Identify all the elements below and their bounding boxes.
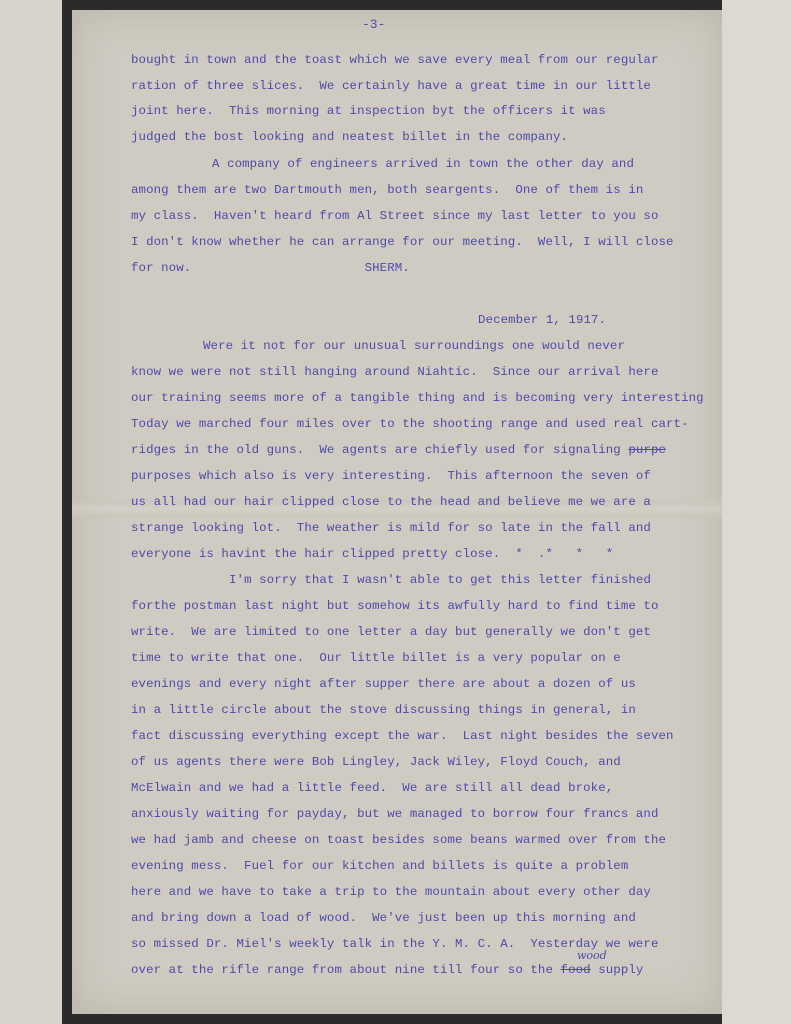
text-line-27: of us agents there were Bob Lingley, Jack Wiley, Floyd Couch, and bbox=[131, 755, 621, 769]
date-heading: December 1, 1917. bbox=[478, 313, 607, 327]
text-line-35 bbox=[131, 963, 643, 977]
text-line-35-main: over at the rifle range from about nine till four so the bbox=[131, 963, 561, 977]
text-line-34: so missed Dr. Miel's weekly talk in the Y. M. C. A. Yesterday we were bbox=[131, 937, 659, 951]
text-line-3: joint here. This morning at inspection byt the officers it was bbox=[131, 104, 606, 118]
text-line-26: fact discussing everything except the war. Last night besides the seven bbox=[131, 729, 674, 743]
text-line-25: in a little circle about the stove discussing things in general, in bbox=[131, 703, 636, 717]
text-line-30: we had jamb and cheese on toast besides some beans warmed over from the bbox=[131, 833, 667, 847]
text-line-5: A company of engineers arrived in town the other day and bbox=[212, 157, 634, 171]
page-number: -3- bbox=[362, 17, 386, 32]
text-line-20: I'm sorry that I wasn't able to get this letter finished bbox=[229, 573, 651, 587]
struck-word-food: food bbox=[560, 963, 591, 977]
text-line-31: evening mess. Fuel for our kitchen and billets is quite a problem bbox=[131, 859, 629, 873]
text-line-14: Today we marched four miles over to the shooting range and used real cart- bbox=[131, 417, 689, 431]
text-line-29: anxiously waiting for payday, but we managed to borrow four francs and bbox=[131, 807, 659, 821]
handwritten-correction-wood: wood bbox=[577, 949, 607, 962]
text-line-32: here and we have to take a trip to the mountain about every other day bbox=[131, 885, 651, 899]
text-line-17: us all had our hair clipped close to the head and believe me we are a bbox=[131, 495, 651, 509]
text-line-22: write. We are limited to one letter a day but generally we don't get bbox=[131, 625, 651, 639]
scanner-frame-right bbox=[722, 0, 791, 1024]
text-line-16: purposes which also is very interesting. This afternoon the seven of bbox=[131, 469, 651, 483]
text-line-33: and bring down a load of wood. We've just been up this morning and bbox=[131, 911, 636, 925]
text-line-2: ration of three slices. We certainly have a great time in our little bbox=[131, 79, 651, 93]
text-line-21: forthe postman last night but somehow its awfully hard to find time to bbox=[131, 599, 659, 613]
text-line-23: time to write that one. Our little billet is a very popular on e bbox=[131, 651, 621, 665]
text-line-12: know we were not still hanging around Niahtic. Since our arrival here bbox=[131, 365, 659, 379]
text-line-11: Were it not for our unusual surroundings one would never bbox=[203, 339, 625, 353]
text-line-13: our training seems more of a tangible thing and is becoming very interesting bbox=[131, 391, 704, 405]
text-line-18: strange looking lot. The weather is mild for so late in the fall and bbox=[131, 521, 651, 535]
text-line-19: everyone is havint the hair clipped pretty close. * .* * * bbox=[131, 547, 614, 561]
signature-line: for now. SHERM. bbox=[131, 261, 410, 275]
text-line-7: my class. Haven't heard from Al Street since my last letter to you so bbox=[131, 209, 659, 223]
text-line-15 bbox=[131, 443, 666, 457]
text-line-8: I don't know whether he can arrange for our meeting. Well, I will close bbox=[131, 235, 674, 249]
text-line-35-end: supply bbox=[590, 963, 644, 977]
text-line-24: evenings and every night after supper there are about a dozen of us bbox=[131, 677, 636, 691]
text-line-28: McElwain and we had a little feed. We are still all dead broke, bbox=[131, 781, 614, 795]
text-line-4: judged the bost looking and neatest billet in the company. bbox=[131, 130, 569, 144]
text-line-1: bought in town and the toast which we save every meal from our regular bbox=[131, 53, 659, 67]
struck-word-purpe: purpe bbox=[628, 443, 667, 457]
text-line-6: among them are two Dartmouth men, both seargents. One of them is in bbox=[131, 183, 644, 197]
text-line-15-main: ridges in the old guns. We agents are chiefly used for signaling bbox=[131, 443, 621, 457]
scanner-frame-left bbox=[0, 0, 62, 1024]
